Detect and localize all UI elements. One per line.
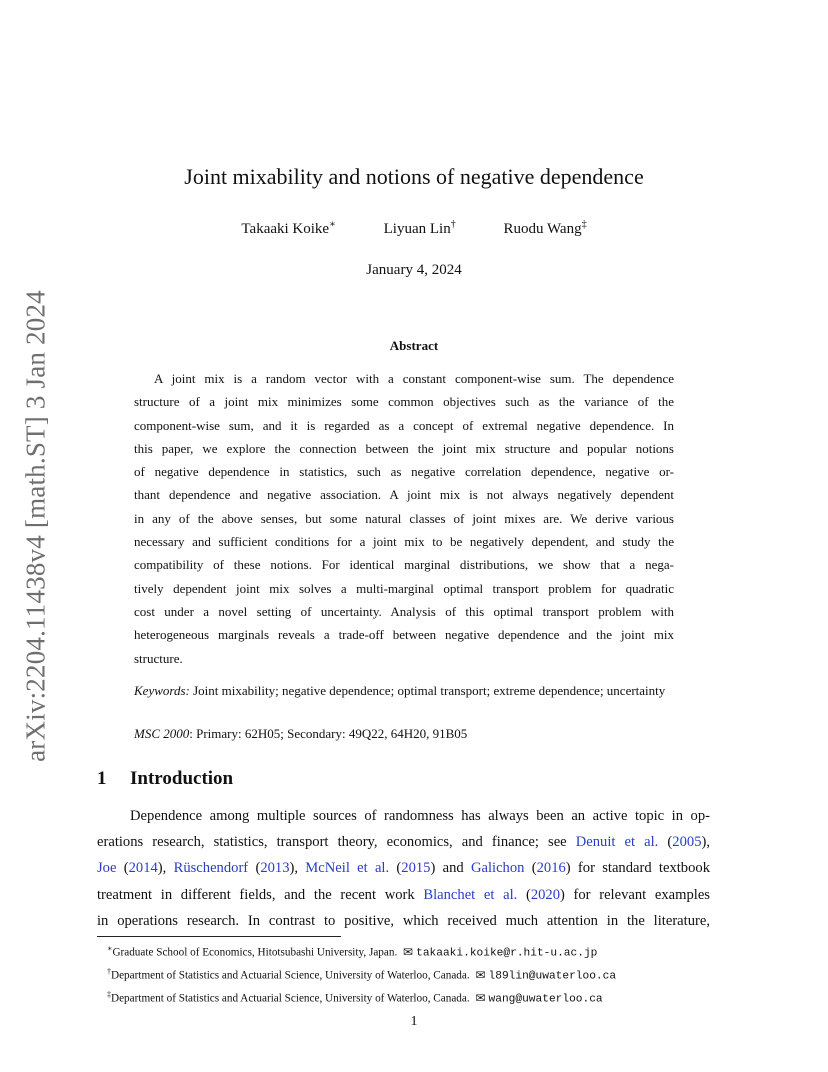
abstract-line: compatibility of these notions. For identical marginal distributions, we show that a nega- bbox=[134, 557, 674, 573]
footnote-mark: ‡ bbox=[107, 989, 111, 999]
paragraph-line: treatment in different fields, and the recent work Blanchet et al. (2020) for relevant examples bbox=[97, 886, 710, 903]
footnote-mark: ∗ bbox=[107, 944, 113, 953]
envelope-icon: ✉ bbox=[403, 944, 414, 959]
keywords-text: Joint mixability; negative dependence; optimal transport; extreme dependence; uncertainty bbox=[193, 683, 666, 698]
email-link[interactable]: l89lin@uwaterloo.ca bbox=[488, 970, 617, 983]
footnote-divider bbox=[97, 936, 341, 937]
abstract-line: this paper, we explore the connection between the joint mix structure and popular notions bbox=[134, 440, 674, 456]
abstract-line: tively dependent joint mix solves a multi-marginal optimal transport problem for quadratic bbox=[134, 580, 674, 596]
author-name: Liyuan Lin bbox=[383, 221, 451, 237]
abstract-line: of negative dependence in statistics, such as negative correlation dependence, negative or- bbox=[134, 464, 674, 480]
footnote bbox=[107, 963, 733, 986]
citation-link[interactable]: Joe bbox=[97, 860, 117, 877]
keywords bbox=[134, 680, 674, 703]
author-list bbox=[0, 219, 828, 238]
citation-year-link[interactable]: 2014 bbox=[128, 860, 158, 877]
citation-year-link[interactable]: 2016 bbox=[536, 860, 566, 877]
author-name: Ruodu Wang bbox=[503, 221, 582, 237]
email-link[interactable]: wang@uwaterloo.ca bbox=[488, 993, 603, 1006]
citation-link[interactable]: Blanchet et al. bbox=[423, 886, 518, 903]
paragraph-line: Joe (2014), Rüschendorf (2013), McNeil et al. (2015) and Galichon (2016) for standard textbook bbox=[97, 860, 710, 877]
author-footnote-mark[interactable]: ‡ bbox=[581, 219, 587, 230]
citation-year-link[interactable]: 2013 bbox=[260, 860, 290, 877]
section-title: Introduction bbox=[130, 768, 234, 789]
footnote-mark: † bbox=[107, 966, 111, 976]
abstract-body bbox=[134, 367, 674, 670]
publication-date: January 4, 2024 bbox=[366, 262, 462, 278]
citation-link[interactable]: McNeil et al. bbox=[305, 860, 390, 877]
abstract-line: component-wise sum, and it is regarded as a concept of extremal negative dependence. In bbox=[134, 417, 674, 433]
envelope-icon: ✉ bbox=[475, 990, 486, 1005]
citation-link[interactable]: Denuit et al. bbox=[575, 834, 659, 851]
paragraph-line: erations research, statistics, transport theory, economics, and finance; see Denuit et al. (2005), bbox=[97, 834, 710, 851]
footnote-affiliation: Department of Statistics and Actuarial Science, University of Waterloo, Canada. bbox=[111, 969, 470, 982]
keywords-label: Keywords: bbox=[134, 683, 190, 698]
citation-year-link[interactable]: 2020 bbox=[530, 886, 560, 903]
page-number: 1 bbox=[410, 1014, 418, 1029]
msc-label: MSC 2000 bbox=[134, 726, 190, 741]
citation-year-link[interactable]: 2005 bbox=[672, 834, 702, 851]
msc-text: : Primary: 62H05; Secondary: 49Q22, 64H20, 91B05 bbox=[189, 726, 468, 741]
footnote bbox=[107, 940, 733, 963]
footnote bbox=[107, 986, 733, 1009]
paragraph-line: in operations research. In contrast to positive, which received much attention in the literature, bbox=[97, 912, 710, 929]
citation-link[interactable]: Galichon bbox=[470, 860, 525, 877]
author-name: Takaaki Koike bbox=[241, 221, 330, 237]
abstract-heading: Abstract bbox=[389, 338, 439, 353]
abstract-line: structure of a joint mix minimizes some common objectives such as the variance of the bbox=[134, 394, 674, 410]
citation-year-link[interactable]: 2015 bbox=[401, 860, 431, 877]
abstract-line: in any of the above senses, but some natural classes of joint mixes are. We derive various bbox=[134, 510, 674, 526]
author bbox=[384, 219, 456, 238]
section-number: 1 bbox=[97, 768, 107, 789]
abstract-line: cost under a novel setting of uncertainty. Analysis of this optimal transport problem with bbox=[134, 603, 674, 619]
abstract-line: heterogeneous marginals reveals a trade-off between negative dependence and the joint mix bbox=[134, 627, 674, 643]
abstract-line: structure. bbox=[134, 650, 183, 666]
envelope-icon: ✉ bbox=[475, 967, 486, 982]
footnote-affiliation: Graduate School of Economics, Hitotsubashi University, Japan. bbox=[112, 946, 398, 959]
abstract-line: necessary and sufficient conditions for a joint mix to be negatively dependent, and study the bbox=[134, 534, 674, 550]
arxiv-identifier: arXiv:2204.11438v4 [math.ST] 3 Jan 2024 bbox=[20, 290, 51, 762]
msc-classification bbox=[134, 726, 674, 742]
paragraph-line: Dependence among multiple sources of randomness has always been an active topic in op- bbox=[130, 808, 710, 824]
author-footnote-mark[interactable]: † bbox=[450, 219, 456, 230]
footnotes bbox=[107, 940, 733, 1009]
abstract-line: thant dependence and negative association. A joint mix is not always negatively dependent bbox=[134, 487, 674, 503]
citation-link[interactable]: Rüschendorf bbox=[173, 860, 249, 877]
abstract-line: A joint mix is a random vector with a constant component-wise sum. The dependence bbox=[154, 371, 674, 386]
author bbox=[241, 219, 335, 238]
author-footnote-mark[interactable]: ∗ bbox=[329, 219, 336, 230]
author bbox=[503, 219, 586, 238]
introduction-paragraph bbox=[97, 803, 710, 934]
section-heading bbox=[97, 768, 233, 790]
footnote-affiliation: Department of Statistics and Actuarial Science, University of Waterloo, Canada. bbox=[111, 992, 470, 1005]
email-link[interactable]: takaaki.koike@r.hit-u.ac.jp bbox=[416, 947, 598, 960]
paper-title: Joint mixability and notions of negative dependence bbox=[184, 164, 644, 189]
